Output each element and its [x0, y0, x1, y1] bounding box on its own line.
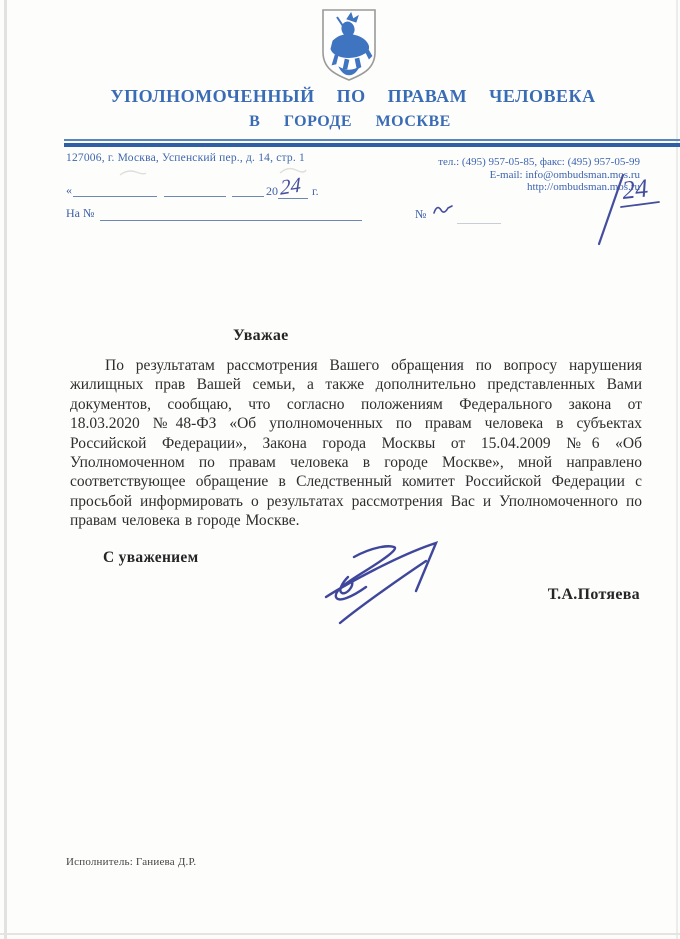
- paragraph-line: просьбой информировать о результатах рассмотрения Вас и Уполномоченного по: [70, 492, 642, 510]
- phone-fax-line: тел.: (495) 957-05-85, факс: (495) 957-05-99: [438, 156, 640, 168]
- handwritten-registration-number-icon: [585, 172, 665, 247]
- letterhead-rule-thin: [64, 139, 680, 141]
- letterhead-address: 127006, г. Москва, Успенский пер., д. 14, стр. 1: [66, 152, 305, 164]
- outgoing-number-line: [415, 205, 535, 227]
- date-year-handwritten: 24: [279, 172, 302, 200]
- date-year-printed: 20: [266, 184, 278, 198]
- date-suffix: г.: [312, 184, 319, 198]
- date-line: [66, 172, 319, 203]
- paragraph-line: Уполномоченном по правам человека в городе Москве», мной направлено: [70, 453, 642, 471]
- scan-edge-left: [4, 0, 7, 939]
- moscow-coat-of-arms-icon: [317, 7, 381, 83]
- paragraph-line: 18.03.2020 №48-ФЗ «Об уполномоченных по правам человека в субъектах: [70, 415, 642, 433]
- date-blank-line: [164, 183, 226, 197]
- letterhead-rule-thick: [64, 143, 680, 147]
- paragraph-line: жилищных прав Вашей семьи, а также дополнительно представленных Вами: [70, 376, 642, 394]
- incoming-number-blank-line: [100, 207, 362, 221]
- outgoing-number-label: №: [415, 207, 427, 221]
- signer-name: Т.А.Потяева: [547, 586, 640, 603]
- email-line: E-mail: info@ombudsman.mos.ru: [489, 168, 640, 181]
- letterhead-title-line1: УПОЛНОМОЧЕННЫЙ ПО ПРАВАМ ЧЕЛОВЕКА: [110, 86, 596, 106]
- outgoing-number-blank-line: [457, 210, 501, 224]
- paragraph-line: Российской Федерации», Закона города Москвы от 15.04.2009 №6 «Об: [70, 434, 642, 452]
- scan-edge-bottom: [0, 933, 680, 935]
- paragraph-line: документов, сообщаю, что согласно положениям Федерального закона от: [70, 395, 642, 413]
- svg-text:24: 24: [620, 173, 650, 205]
- date-blank-line: [73, 183, 157, 197]
- executor-line: Исполнитель: Ганиева Д.Р.: [66, 856, 197, 868]
- salutation-text: Уважае: [233, 327, 289, 344]
- letterhead-title-line2: В ГОРОДЕ МОСКВЕ: [249, 113, 451, 130]
- incoming-number-label: На №: [66, 206, 95, 220]
- paragraph-line: По результатам рассмотрения Вашего обращения по вопросу нарушения: [105, 357, 642, 374]
- incoming-number-line: [66, 206, 406, 226]
- paragraph-line: правам человека в городе Москве.: [70, 512, 300, 530]
- date-blank-line: [232, 183, 264, 197]
- pencil-mark-artifact: [118, 168, 148, 178]
- date-year-underline: [278, 185, 308, 199]
- date-open-quote: «: [66, 183, 72, 197]
- paragraph-line: соответствующее обращение в Следственный комитет Российской Федерации с: [70, 473, 642, 491]
- website-line: http://ombudsman.mos.ru: [526, 181, 640, 193]
- handwritten-squiggle-icon: [431, 201, 457, 219]
- letter-body-paragraph: [70, 356, 642, 531]
- handwritten-signature-icon: [318, 533, 453, 631]
- closing-text: С уважением: [103, 549, 199, 566]
